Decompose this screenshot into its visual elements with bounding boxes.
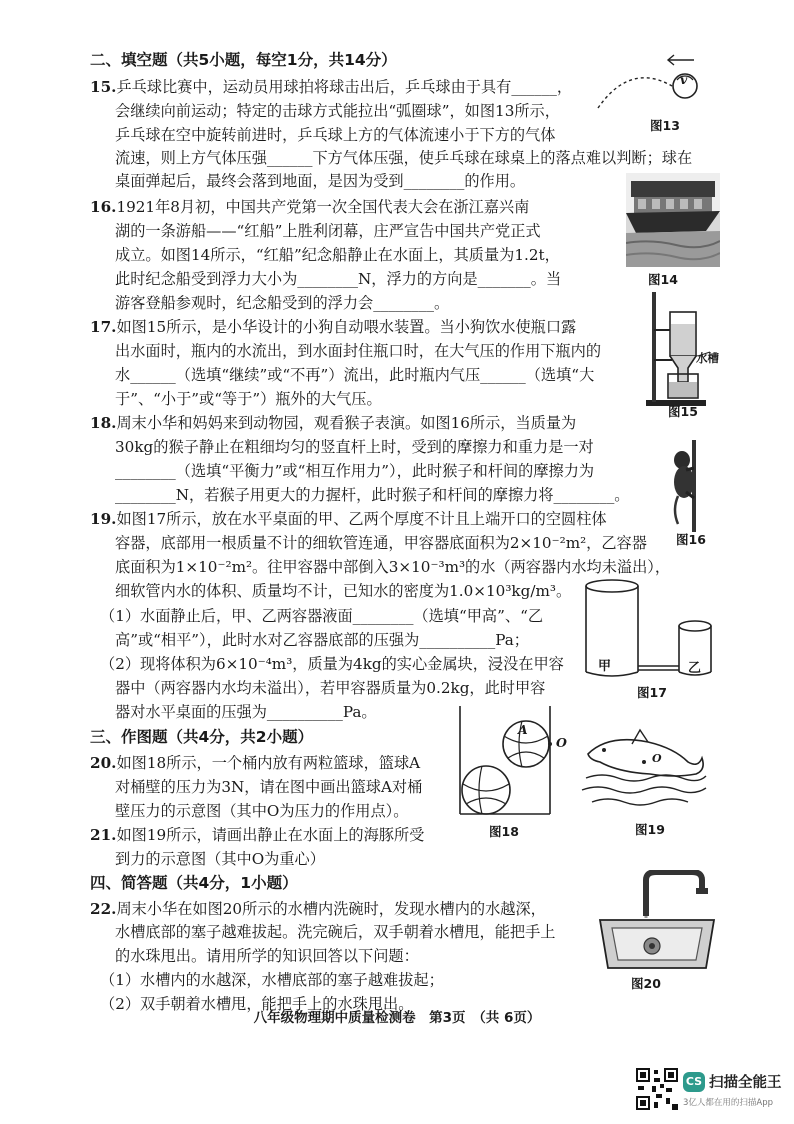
container-yi-label: 乙 (688, 661, 702, 676)
q16-line-4: 此时纪念船受到浮力大小为________N，浮力的方向是_______。当 (115, 270, 562, 288)
figure-15-water-feeder (640, 290, 720, 408)
q17-line-2: 出水面时，瓶内的水流出，到水面封住瓶口时，在大气压的作用下瓶内的 (115, 342, 601, 360)
q21-line-1: 21.如图19所示，请画出静止在水面上的海豚所受 (90, 826, 425, 844)
container-jia-label: 甲 (598, 659, 612, 674)
q20-line-2: 对桶壁的压力为3N，请在图中画出篮球A对桶 (115, 778, 423, 796)
q15-line-2: 会继续向前运动；特定的击球方式能拉出“弧圈球”，如图13所示， (115, 102, 560, 120)
q15-line-3: 乒乓球在空中旋转前进时，乒乓球上方的气体流速小于下方的气体 (115, 126, 556, 144)
q16-line-1: 16.1921年8月初，中国共产党第一次全国代表大会在浙江嘉兴南 (90, 198, 530, 216)
figure-15-caption: 图15 (668, 404, 698, 419)
section-heading-short: 四、简答题（共4分，1小题） (90, 874, 298, 892)
section-heading-fill: 二、填空题（共5小题，每空1分，共14分） (90, 51, 397, 69)
q22-line-2: 水槽底部的塞子越难拔起。洗完碗后，双手朝着水槽甩，能把手上 (115, 923, 556, 941)
q20-line-1: 20.如图18所示，一个桶内放有两粒篮球，篮球A (90, 754, 421, 772)
figure-20-sink-photo (596, 870, 720, 972)
q19-line-4: 细软管内水的体积、质量均不计，已知水的密度为1.0×10³kg/m³。 (115, 582, 572, 600)
section-heading-draw: 三、作图题（共4分，共2小题） (90, 728, 314, 746)
q17-line-4: 于”、“小于”或“等于”）瓶外的大气压。 (115, 390, 382, 408)
q17-line-3: 水______（选填“继续”或“不再”）流出，此时瓶内气压______（选填“大 (115, 366, 595, 384)
figure-19-dolphin-on-water (578, 728, 708, 812)
qr-code-icon (636, 1068, 678, 1110)
figure-17-caption: 图17 (637, 685, 667, 700)
q19-line-6: 高”或“相平”），此时水对乙容器底部的压强为__________Pa； (115, 631, 529, 649)
q22-line-3: 的水珠甩出。请用所学的知识回答以下问题： (115, 947, 419, 965)
q22-line-4: （1）水槽内的水越深，水槽底部的塞子越难拔起； (100, 971, 444, 989)
figure-14-caption: 图14 (648, 272, 678, 287)
page-footer: 八年级物理期中质量检测卷 第3页 （共 6页） (253, 1010, 541, 1026)
q18-line-2: 30kg的猴子静止在粗细均匀的竖直杆上时，受到的摩擦力和重力是一对 (115, 438, 594, 456)
water-tank-label: 水槽 (696, 351, 719, 365)
ball-a-label: A (518, 722, 528, 737)
q19-line-7: （2）现将体积为6×10⁻⁴m³，质量为4kg的实心金属块，浸没在甲容 (100, 655, 564, 673)
figure-13-caption: 图13 (650, 118, 680, 133)
q18-line-4: ________N，若猴子用更大的力握杆，此时猴子和杆间的摩擦力将________。 (115, 486, 630, 504)
q15-line-1: 15.乒乓球比赛中，运动员用球拍将球击出后，乒乓球由于具有______， (90, 78, 573, 96)
camscanner-logo-icon: CS (683, 1072, 705, 1092)
scanner-brand-tagline: 3亿人都在用的扫描App (683, 1098, 774, 1108)
figure-18-caption: 图18 (489, 824, 519, 839)
q15-line-4: 流速，则上方气体压强______下方气体压强，使乒乓球在球桌上的落点难以判断；球在 (115, 149, 693, 167)
q19-line-5: （1）水面静止后，甲、乙两容器液面________（选填“甲高”、“乙 (100, 607, 544, 625)
figure-18-basketballs-in-bucket (456, 706, 556, 818)
scanner-brand-name: 扫描全能王 (709, 1075, 782, 1091)
q19-line-9: 器对水平桌面的压强为__________Pa。 (115, 703, 377, 721)
q19-line-8: 器中（两容器内水均未溢出），若甲容器质量为0.2kg，此时甲容 (115, 679, 546, 697)
q19-line-3: 底面积为1×10⁻²m²。往甲容器中部倒入3×10⁻³m³的水（两容器内水均未溢出）， (115, 558, 671, 576)
q17-line-1: 17.如图15所示，是小华设计的小狗自动喂水装置。当小狗饮水使瓶口露 (90, 318, 577, 336)
q19-line-1: 19.如图17所示，放在水平桌面的甲、乙两个厚度不计且上端开口的空圆柱体 (90, 510, 607, 528)
figure-16-monkey-on-pole (664, 440, 708, 532)
q16-line-5: 游客登船参观时，纪念船受到的浮力会________。 (115, 294, 450, 312)
q22-line-5: （2）双手朝着水槽甩，能把手上的水珠甩出。 (100, 995, 414, 1013)
q21-line-2: 到力的示意图（其中O为重心） (115, 850, 325, 868)
q19-line-2: 容器，底部用一根质量不计的细软管连通，甲容器底面积为2×10⁻²m²，乙容器 (115, 534, 647, 552)
q16-line-2: 湖的一条游船——“红船”上胜利闭幕，庄严宣告中国共产党正式 (115, 222, 541, 240)
point-o-label: O (556, 735, 567, 750)
q18-line-1: 18.周末小华和妈妈来到动物园，观看猴子表演。如图16所示，当质量为 (90, 414, 577, 432)
q15-number: 15. (90, 78, 117, 96)
figure-16-caption: 图16 (676, 532, 706, 547)
velocity-label: v (680, 72, 688, 87)
figure-19-caption: 图19 (635, 822, 665, 837)
figure-20-caption: 图20 (631, 976, 661, 991)
q15-line-5: 桌面弹起后，最终会落到地面，是因为受到________的作用。 (115, 172, 526, 190)
dolphin-o-label: O (652, 752, 662, 765)
figure-13-spinning-ball (590, 52, 710, 114)
q20-line-3: 壁压力的示意图（其中O为压力的作用点）。 (115, 802, 409, 820)
q18-line-3: ________（选填“平衡力”或“相互作用力”），此时猴子和杆间的摩擦力为 (115, 462, 595, 480)
figure-14-red-boat-photo (626, 173, 720, 267)
q16-line-3: 成立。如图14所示，“红船”纪念船静止在水面上，其质量为1.2t， (115, 246, 560, 264)
q22-line-1: 22.周末小华在如图20所示的水槽内洗碗时，发现水槽内的水越深， (90, 900, 546, 918)
